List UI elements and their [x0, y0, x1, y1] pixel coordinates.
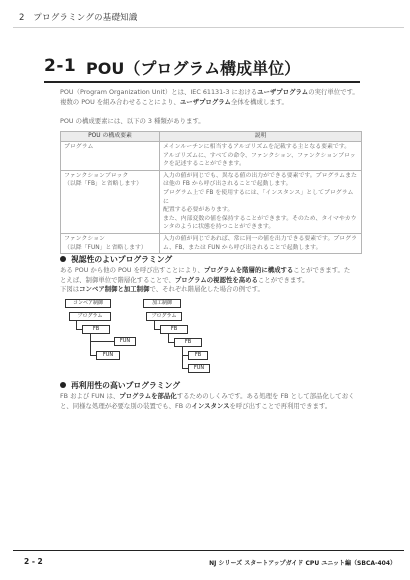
- title-underline: [44, 81, 360, 83]
- connector-line: [154, 321, 155, 329]
- s1-text: ある POU から他の POU を呼び出すことにより、: [60, 266, 204, 274]
- cell-text: は他の FB から呼び出されることで起動します。: [163, 181, 292, 188]
- cell-text: 入力の値が同じでも、異なる値の出力ができる要素です。プログラムまた: [163, 172, 357, 179]
- header-rule: [13, 27, 404, 28]
- diagram-fb-box: FB: [174, 338, 202, 347]
- bullet-icon: [60, 256, 66, 262]
- intro-line2-pre: 複数の POU を組み合わせることにより、: [60, 97, 180, 106]
- page-number: 2 - 2: [24, 557, 43, 566]
- table-row: [61, 142, 362, 171]
- intro-line1-bold: ユーザプログラム: [257, 88, 309, 96]
- running-header: 2 プログラミングの基礎知識: [19, 13, 138, 23]
- cell-text: ム、FB、または FUN から呼び出されることで起動します。: [163, 244, 322, 251]
- cell-text: （以降「FUN」と省略します）: [64, 244, 147, 251]
- intro-line2-bold: ユーザプログラム: [179, 97, 231, 106]
- subheading-reusability: [60, 380, 180, 391]
- table-cell-name: [61, 170, 160, 233]
- diagram-fun-box: FUN: [114, 337, 136, 346]
- table-cell-desc: [160, 233, 362, 253]
- table-cell-name: [61, 233, 160, 253]
- s2-text: と、同様な処理が必要な別の装置でも、FB の: [60, 401, 192, 410]
- document-title: NJ シリーズ スタートアップガイド CPU ユニット編（SBCA-404）: [209, 560, 396, 567]
- section1-paragraph: [60, 266, 362, 295]
- s2-text: FB および FUN は、: [60, 392, 120, 400]
- pou-table: [60, 131, 362, 254]
- s2-bold: プログラムを部品化: [119, 392, 177, 400]
- intro-paragraph: [60, 88, 362, 107]
- subheading-text: 視認性のよいプログラミング: [71, 255, 173, 264]
- table-row: [61, 233, 362, 253]
- cell-text: プログラム: [64, 144, 94, 150]
- diagram-fb-box: FB: [160, 325, 188, 334]
- intro-line1-post: の実行単位です。: [308, 88, 359, 96]
- connector-line: [182, 347, 183, 368]
- diagram-fun-box: FUN: [96, 351, 120, 360]
- cell-text: アルゴリズムに、すべての命令、ファンクション、ファンクションブロッ: [163, 152, 356, 159]
- subheading-text: 再利用性の高いプログラミング: [71, 381, 180, 390]
- cell-text: メインルーチンに相当するアルゴリズムを記載する主となる要素です。: [163, 144, 351, 150]
- s1-bold: プログラムを階層的に構成する: [203, 266, 294, 274]
- s1-text: 下図は: [60, 285, 80, 294]
- s2-text: するためのしくみです。ある処理を FB として部品化しておく: [176, 392, 355, 400]
- table-cell-name: [61, 142, 160, 171]
- intro-line1-pre: POU（Program Organization Unit）とは、IEC 61131-3 における: [60, 88, 258, 96]
- section2-paragraph: [60, 392, 362, 411]
- table-header-cell: 説明: [160, 132, 362, 142]
- connector-line: [90, 334, 91, 355]
- s1-text: ことができます。: [257, 275, 309, 284]
- connector-line: [90, 341, 114, 342]
- table-cell-desc: [160, 170, 362, 233]
- cell-text: クを記述することができます。: [163, 161, 245, 168]
- table-row: [61, 170, 362, 233]
- connector-line: [76, 321, 77, 329]
- diagram-title-conveyor: コンベア制御: [65, 299, 111, 308]
- footer-rule: [13, 550, 404, 551]
- cell-text: プログラム上で FB を使用するには、「インスタンス」としてプログラムに: [163, 189, 354, 205]
- table-header-cell: POU の構成要素: [61, 132, 160, 142]
- diagram-program-box: プログラム: [69, 312, 111, 321]
- cell-text: ファンクション: [64, 235, 105, 242]
- s1-bold: プログラムの視認性を高める: [174, 275, 258, 284]
- section-title: POU（プログラム構成単位）: [86, 59, 301, 78]
- cell-text: また、内部変数の値を保持することができます。そのため、タイマやカウ: [163, 215, 357, 222]
- s1-text: とえば、制御単位で階層化することで、: [60, 275, 175, 284]
- cell-text: （以降「FB」と省略します）: [64, 181, 143, 188]
- bullet-icon: [60, 382, 66, 388]
- s1-bold: コンベア制御と加工制御: [79, 285, 150, 294]
- s1-text: ことができます。た: [293, 266, 351, 274]
- subheading-visibility: [60, 254, 172, 265]
- cell-text: 入力の値が同じであれば、常に同一の値を出力できる要素です。プログラ: [163, 235, 357, 242]
- connector-line: [168, 334, 169, 342]
- cell-text: ンタのように状態を持つことができます。: [163, 224, 275, 231]
- diagram-fb-box: FB: [82, 325, 110, 334]
- table-header-row: [61, 132, 362, 142]
- s1-text: で、それぞれ階層化した場合の例です。: [149, 285, 264, 294]
- diagram-program-box: プログラム: [146, 312, 182, 321]
- cell-text: ファンクションブロック: [64, 172, 129, 179]
- diagram-fun-box: FUN: [188, 364, 210, 373]
- s2-bold: インスタンス: [191, 401, 230, 410]
- diagram-title-processing: 加工制御: [143, 299, 181, 308]
- intro-line2-post: 全体を構成します。: [230, 97, 288, 106]
- s2-text: を呼び出すことで再利用できます。: [229, 401, 332, 410]
- table-cell-desc: [160, 142, 362, 171]
- types-intro: POU の構成要素には、以下の 3 種類があります。: [60, 117, 205, 125]
- diagram-fb-box: FB: [188, 351, 208, 360]
- cell-text: 配置する必要があります。: [163, 207, 234, 214]
- section-number: 2-1: [44, 56, 77, 76]
